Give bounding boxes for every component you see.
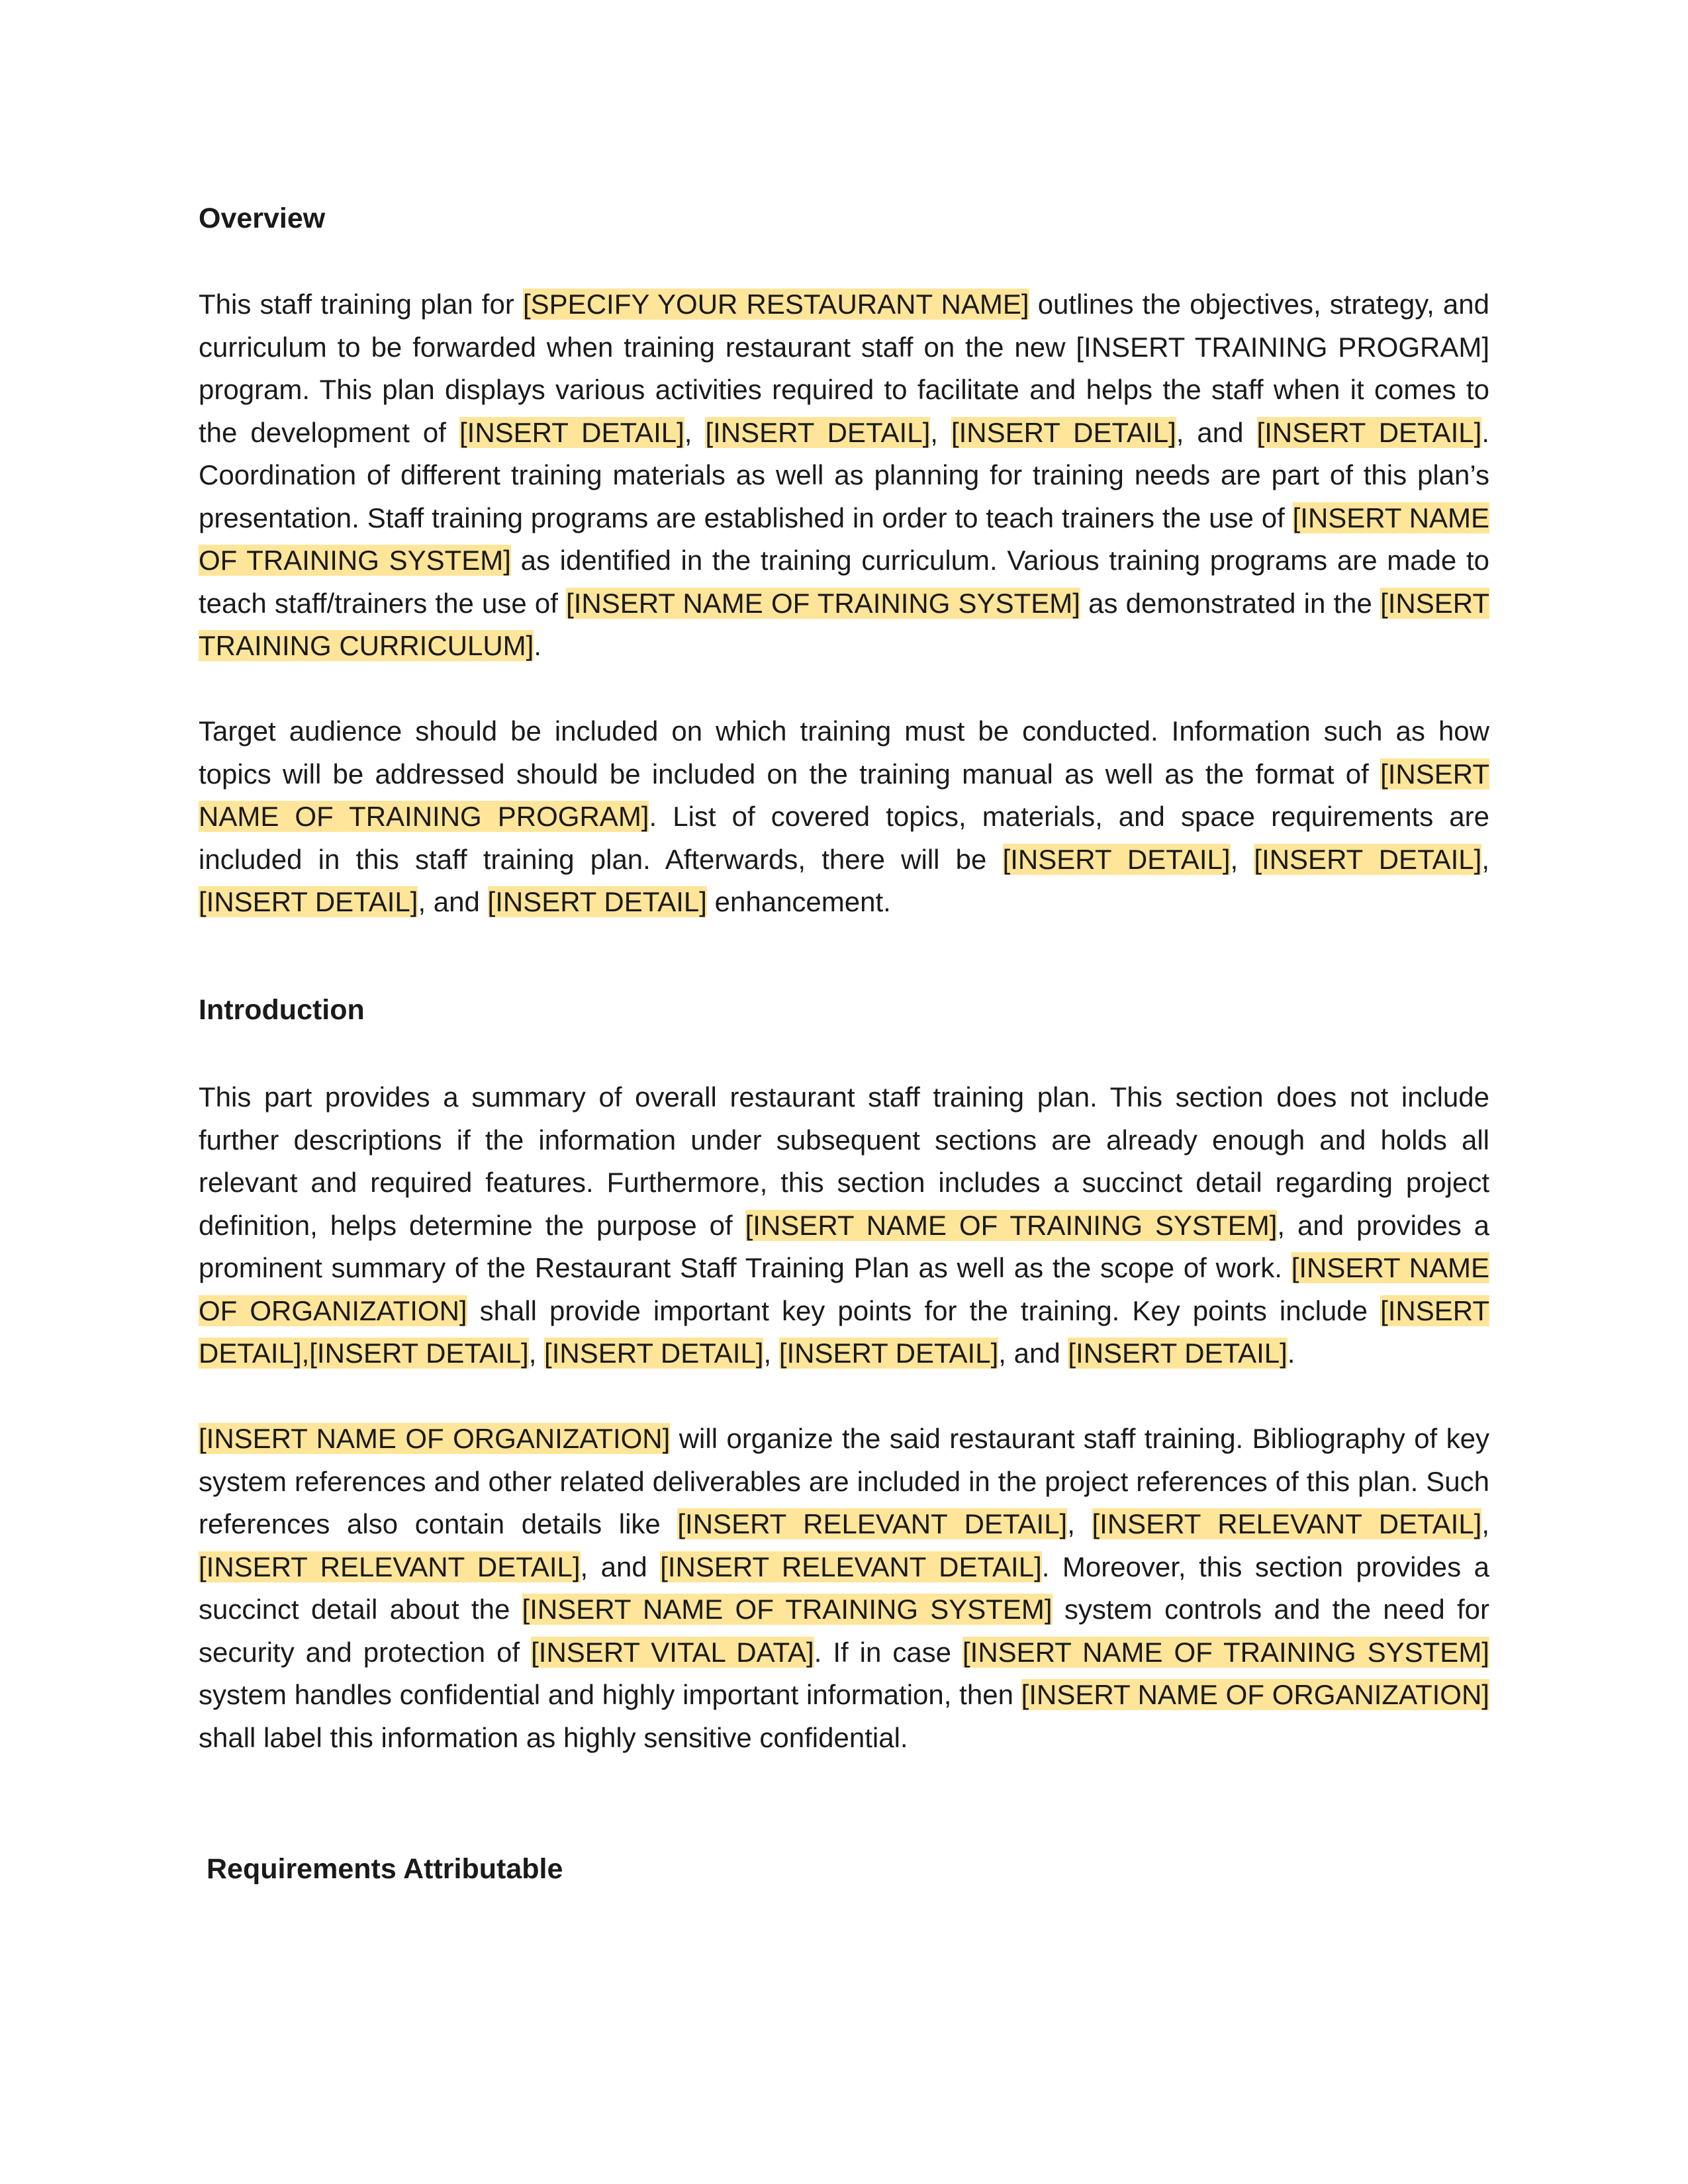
paragraph-text: , [1230, 843, 1254, 875]
placeholder-highlight: [INSERT NAME OF TRAINING SYSTEM] [199, 502, 1489, 576]
paragraph-text: , [1067, 1508, 1092, 1539]
paragraph-text: . [1287, 1338, 1295, 1369]
placeholder-highlight: [INSERT NAME OF TRAINING SYSTEM] [745, 1209, 1278, 1241]
placeholder-highlight: [INSERT RELEVANT DETAIL] [677, 1508, 1068, 1539]
placeholder-highlight: [INSERT DETAIL] [487, 886, 707, 917]
placeholder-highlight: [INSERT DETAIL],[INSERT DETAIL] [199, 1295, 1489, 1369]
placeholder-highlight: [INSERT TRAINING CURRICULUM] [199, 587, 1489, 661]
paragraph-text: . Moreover, this section provides a succinct detail about the [199, 1551, 1489, 1625]
paragraph-text: , and provides a prominent summary of the Restaurant Staff Training Plan as well as the scope of work. [199, 1209, 1489, 1283]
paragraph-text: . List of covered topics, materials, and space requirements are included in this staff training plan. Afterwards, there will be [199, 801, 1489, 875]
heading-introduction: Introduction [199, 994, 365, 1026]
placeholder-highlight: [INSERT VITAL DATA] [531, 1636, 814, 1668]
paragraph-text: , [684, 416, 706, 448]
paragraph-text: , and [1176, 416, 1257, 448]
paragraph-text: , [528, 1338, 545, 1369]
placeholder-highlight: [INSERT DETAIL] [1254, 843, 1482, 875]
paragraph-text: , [1481, 1508, 1490, 1539]
paragraph-text: This part provides a summary of overall restaurant staff training plan. This section does not include further descriptions if the information under subsequent sections are already enough and holds all relevant and required features. Furthermore, this section includes a succinct detail regarding project definition, helps determine the purpose of [199, 1081, 1489, 1241]
paragraph-text: , and [998, 1338, 1068, 1369]
placeholder-highlight: [INSERT DETAIL] [1068, 1338, 1288, 1369]
paragraph-text: shall provide important key points for the training. Key points include [467, 1295, 1381, 1326]
placeholder-highlight: [INSERT DETAIL] [544, 1338, 764, 1369]
paragraph-text: as demonstrated in the [1080, 587, 1381, 619]
overview-paragraph-2 [199, 710, 1489, 924]
placeholder-highlight: [INSERT NAME OF TRAINING SYSTEM] [566, 587, 1080, 619]
placeholder-highlight: [INSERT DETAIL] [778, 1338, 999, 1369]
placeholder-highlight: [INSERT DETAIL] [705, 416, 931, 448]
placeholder-highlight: [INSERT NAME OF TRAINING SYSTEM] [522, 1594, 1053, 1625]
placeholder-highlight: [INSERT DETAIL] [1002, 843, 1231, 875]
paragraph-text: , and [418, 886, 488, 917]
paragraph-text: system handles confidential and highly important information, then [199, 1679, 1021, 1710]
placeholder-highlight: [INSERT NAME OF TRAINING SYSTEM] [962, 1636, 1489, 1668]
paragraph-text: . [534, 630, 542, 661]
paragraph-text: , [1481, 843, 1489, 875]
placeholder-highlight: [INSERT DETAIL] [1256, 416, 1482, 448]
paragraph-text: . Coordination of different training materials as well as planning for training needs are part of this plan’s presentation. Staff training programs are established in order to teach trainers the use of [199, 416, 1489, 533]
introduction-paragraph-1 [199, 1076, 1489, 1375]
paragraph-text: as identified in the training curriculum. Various training programs are made to teach staff/trainers the use of [199, 545, 1490, 619]
heading-requirements-attributable: Requirements Attributable [207, 1853, 563, 1885]
paragraph-text: will organize the said restaurant staff training. Bibliography of key system references and other related deliverables are included in the project references of this plan. Such references also contain details like [199, 1423, 1489, 1539]
placeholder-highlight: [INSERT DETAIL] [199, 886, 418, 917]
paragraph-text: shall label this information as highly sensitive confidential. [199, 1721, 908, 1753]
placeholder-highlight: [INSERT DETAIL] [951, 416, 1176, 448]
overview-paragraph-1 [199, 283, 1489, 668]
paragraph-text: , [763, 1338, 779, 1369]
placeholder-highlight: [INSERT RELEVANT DETAIL] [199, 1551, 581, 1582]
paragraph-text: system controls and the need for security and protection of [199, 1594, 1489, 1668]
paragraph-text: , [930, 416, 951, 448]
paragraph-text: This staff training plan for [199, 289, 523, 320]
placeholder-highlight: [INSERT RELEVANT DETAIL] [660, 1551, 1042, 1582]
introduction-paragraph-2 [199, 1418, 1489, 1759]
paragraph-text: . If in case [814, 1636, 962, 1668]
placeholder-highlight: [INSERT RELEVANT DETAIL] [1092, 1508, 1482, 1539]
placeholder-highlight: [INSERT NAME OF ORGANIZATION] [199, 1423, 671, 1454]
placeholder-highlight: [INSERT NAME OF TRAINING PROGRAM] [199, 758, 1489, 832]
paragraph-text: outlines the objectives, strategy, and curriculum to be forwarded when training restaurant staff on the new [INSERT TRAINING PROGRAM] program. This plan displays various activities required to facilitate and helps the staff when it comes to the development of [199, 289, 1489, 448]
placeholder-highlight: [INSERT DETAIL] [459, 416, 684, 448]
heading-overview: Overview [199, 203, 326, 234]
paragraph-text: , and [580, 1551, 661, 1582]
placeholder-highlight: [INSERT NAME OF ORGANIZATION] [199, 1252, 1489, 1326]
placeholder-highlight: [INSERT NAME OF ORGANIZATION] [1021, 1679, 1489, 1710]
paragraph-text: Target audience should be included on which training must be conducted. Information such as how topics will be addressed should be included on the training manual as well as the format of [199, 715, 1489, 790]
paragraph-text: enhancement. [706, 886, 891, 917]
placeholder-highlight: [SPECIFY YOUR RESTAURANT NAME] [522, 289, 1029, 320]
